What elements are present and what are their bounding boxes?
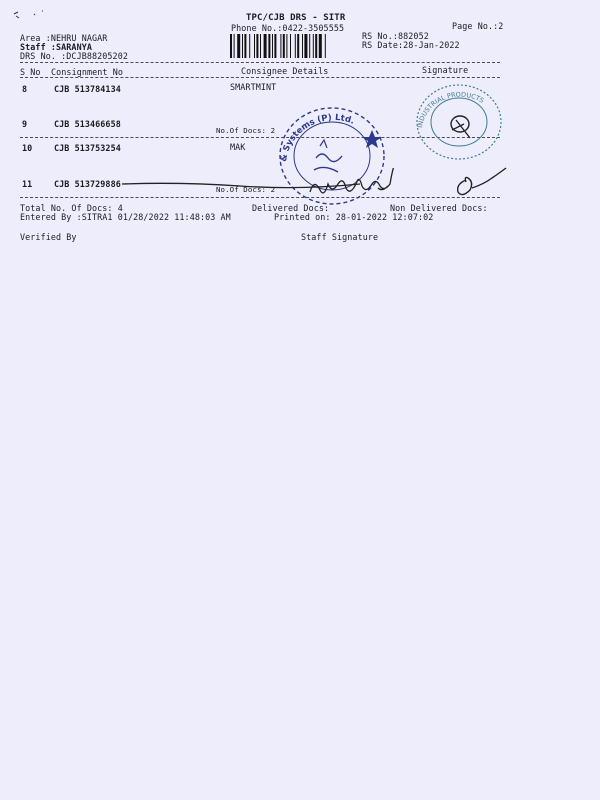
row-doc-count: No.Of Docs: 2: [216, 126, 276, 135]
entered-by: Entered By :SITRA1 01/28/2022 11:48:03 AM: [20, 212, 231, 222]
row-consignment-no: CJB 513784134: [54, 84, 121, 94]
row-sno: 11: [22, 179, 33, 189]
corner-mark: [12, 8, 52, 22]
divider: [20, 77, 500, 78]
non-delivered-docs: Non Delivered Docs:: [390, 203, 488, 213]
stamp-arc-text: & Systems (P) Ltd.: [278, 112, 356, 163]
page-number: Page No.:2: [452, 21, 504, 31]
total-docs: Total No. Of Docs: 4: [20, 203, 123, 213]
row-sno: 10: [22, 143, 33, 153]
column-header-consignee: Consignee Details: [241, 66, 329, 76]
area-label: Area :NEHRU NAGAR: [20, 33, 108, 43]
row-consignment-no: CJB 513466658: [54, 119, 121, 129]
printed-on: Printed on: 28-01-2022 12:07:02: [274, 212, 434, 222]
document-title: TPC/CJB DRS - SITR: [246, 13, 346, 23]
row-consignee: SMARTMINT: [230, 82, 277, 92]
staff-label: Staff :SARANYA: [20, 42, 92, 52]
column-header-sno: S No: [20, 67, 41, 77]
industrial-products-stamp: [412, 80, 504, 162]
svg-text:& Systems (P) Ltd.: [279, 113, 356, 163]
stamp-oval-text: INDUSTRIAL PRODUCTS: [416, 90, 486, 129]
verified-by-label: Verified By: [20, 232, 77, 242]
rs-date: RS Date:28-Jan-2022: [362, 40, 460, 50]
handwritten-signature: [120, 168, 410, 202]
row-consignee: MAK: [230, 142, 246, 152]
rs-number: RS No.:882052: [362, 31, 429, 41]
row-sno: 8: [22, 84, 28, 94]
staff-signature-label: Staff Signature: [301, 232, 379, 242]
row-doc-count: No.Of Docs: 2: [216, 185, 276, 194]
row-sno: 9: [22, 119, 28, 129]
column-header-consignment: Consignment No: [51, 67, 123, 77]
delivered-docs: Delivered Docs:: [252, 203, 330, 213]
phone-number: Phone No.:0422-3505555: [231, 23, 345, 33]
drs-number: DRS No. :DCJB88205202: [20, 51, 128, 61]
row-consignment-no: CJB 513753254: [54, 143, 121, 153]
row-consignment-no: CJB 513729886: [54, 179, 121, 189]
handwritten-initials: [440, 166, 510, 200]
divider: [20, 62, 500, 63]
barcode-image: [230, 34, 354, 58]
column-header-signature: Signature: [422, 65, 469, 75]
